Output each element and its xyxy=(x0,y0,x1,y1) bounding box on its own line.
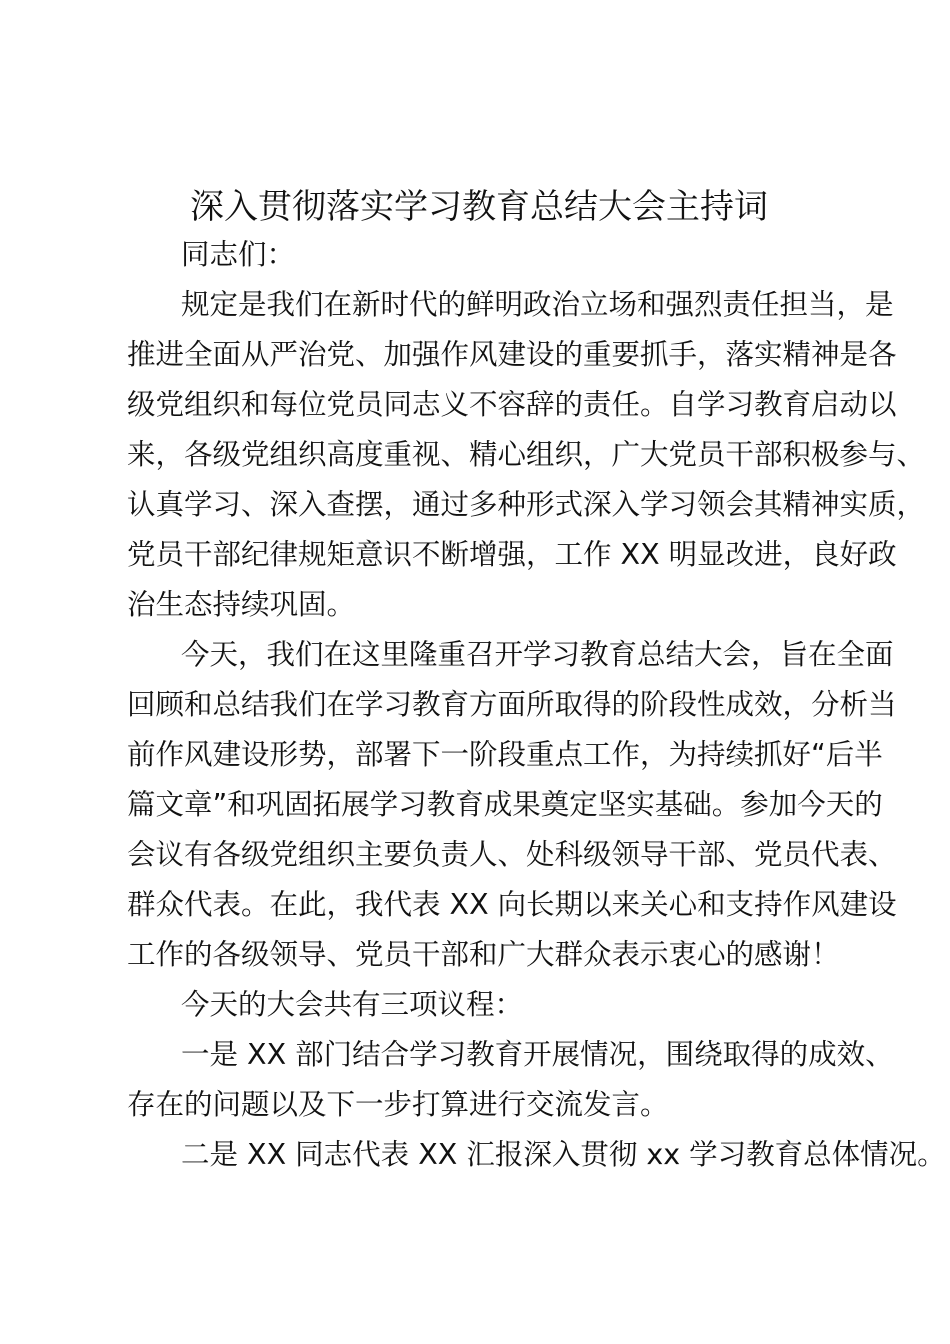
text-line: 存在的问题以及下一步打算进行交流发言。 xyxy=(127,1088,669,1121)
text-line: 一是 XX 部门结合学习教育开展情况，围绕取得的成效、 xyxy=(181,1038,894,1071)
text-line: 级党组织和每位党员同志义不容辞的责任。自学习教育启动以 xyxy=(127,388,897,421)
text-line: 二是 XX 同志代表 XX 汇报深入贯彻 xx 学习教育总体情况。 xyxy=(181,1138,946,1171)
text-line: 会议有各级党组织主要负责人、处科级领导干部、党员代表、 xyxy=(127,838,897,871)
text-line: 来，各级党组织高度重视、精心组织，广大党员干部积极参与、 xyxy=(127,438,926,471)
text-line: 工作的各级领导、党员干部和广大群众表示衷心的感谢！ xyxy=(127,938,840,971)
text-line: 今天，我们在这里隆重召开学习教育总结大会，旨在全面 xyxy=(181,638,894,671)
text-line: 前作风建设形势，部署下一阶段重点工作，为持续抓好“后半 xyxy=(127,738,883,771)
text-line: 回顾和总结我们在学习教育方面所取得的阶段性成效，分析当 xyxy=(127,688,897,721)
text-line: 认真学习、深入查摆，通过多种形式深入学习领会其精神实质， xyxy=(127,488,926,521)
text-line: 群众代表。在此，我代表 XX 向长期以来关心和支持作风建设 xyxy=(127,888,897,921)
paragraph xyxy=(127,980,851,1030)
paragraph xyxy=(127,230,851,280)
paragraph xyxy=(127,1130,946,1180)
text-line: 今天的大会共有三项议程： xyxy=(181,988,524,1021)
text-line: 同志们： xyxy=(181,238,296,271)
text-line: 篇文章”和巩固拓展学习教育成果奠定坚实基础。参加今天的 xyxy=(127,788,883,821)
paragraph xyxy=(127,280,926,630)
paragraph xyxy=(127,630,897,980)
text-line: 党员干部纪律规矩意识不断增强，工作 XX 明显改进，良好政 xyxy=(127,538,897,571)
document-title: 深入贯彻落实学习教育总结大会主持词 xyxy=(190,187,768,227)
text-line: 治生态持续巩固。 xyxy=(127,588,356,621)
text-line: 推进全面从严治党、加强作风建设的重要抓手，落实精神是各 xyxy=(127,338,897,371)
paragraph xyxy=(127,1030,894,1130)
document-body xyxy=(127,230,946,1180)
text-line: 规定是我们在新时代的鲜明政治立场和强烈责任担当，是 xyxy=(181,288,894,321)
